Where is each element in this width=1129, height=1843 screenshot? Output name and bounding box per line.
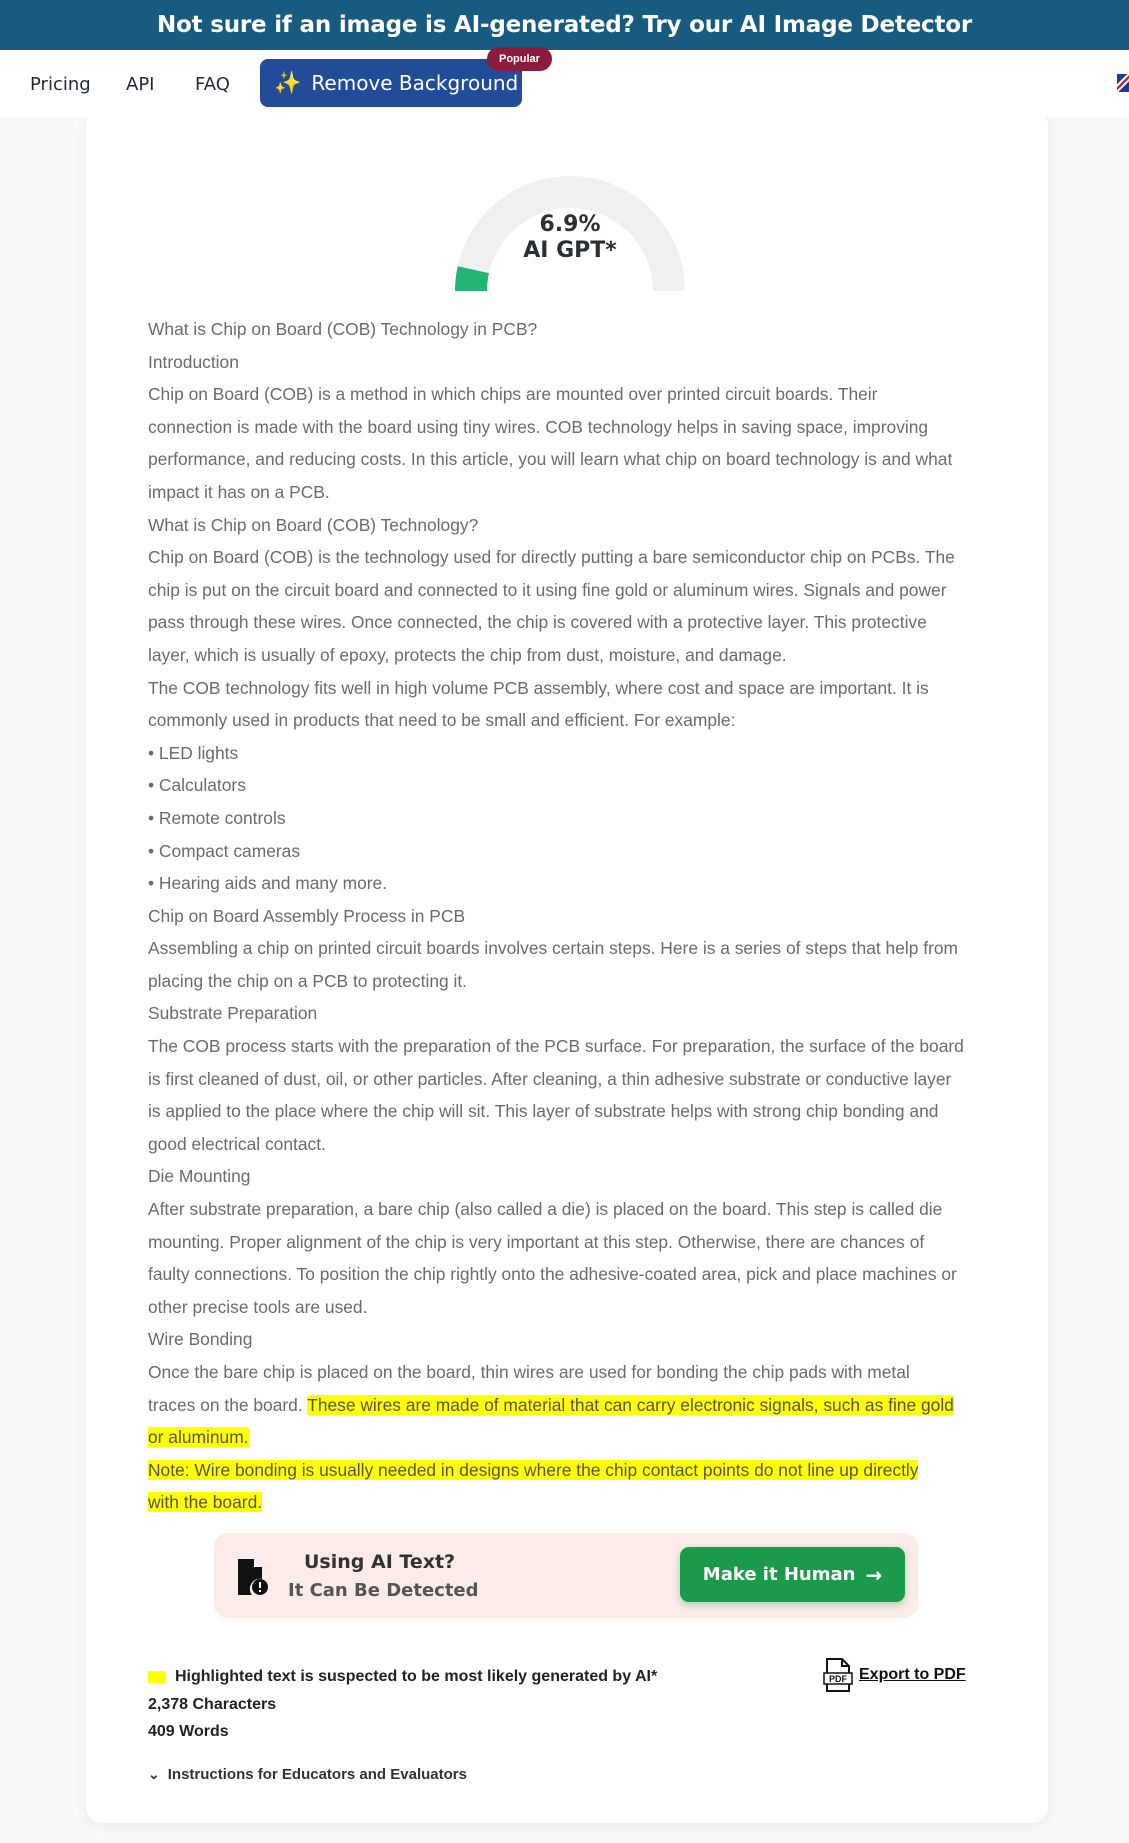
text-line: Chip on Board Assembly Process in PCB: [148, 905, 466, 926]
highlighted-ai-segment: or aluminum.: [148, 1427, 249, 1448]
text-line: commonly used in products that need to be small and efficient. For example:: [148, 710, 736, 731]
instructions-label: Instructions for Educators and Evaluators: [167, 1766, 467, 1783]
text-line: Chip on Board (COB) is the technology used for directly putting a bare semiconductor chip on PCBs. The: [148, 547, 955, 568]
instructions-toggle[interactable]: [148, 1766, 467, 1783]
text-line: good electrical contact.: [148, 1133, 326, 1154]
text-line: impact it has on a PCB.: [148, 481, 330, 502]
text-plain-segment: traces on the board.: [148, 1394, 308, 1415]
highlighted-ai-segment: These wires are made of material that can carry electronic signals, such as fine gold: [307, 1394, 954, 1415]
promo-banner-text[interactable]: Not sure if an image is AI-generated? Try our AI Image Detector: [156, 12, 973, 38]
remove-background-label: Remove Background: [311, 71, 519, 95]
text-line: • LED lights: [148, 742, 239, 763]
text-line: The COB technology fits well in high volume PCB assembly, where cost and space are important. It is: [148, 677, 929, 698]
highlight-legend-text: Highlighted text is suspected to be most likely generated by AI*: [175, 1668, 658, 1685]
popular-badge: Popular: [487, 47, 552, 71]
character-count: 2,378 Characters: [148, 1696, 277, 1713]
text-line: [148, 1421, 984, 1454]
text-line: is first cleaned of dust, oil, or other particles. After cleaning, a thin adhesive substrate or conductive layer: [148, 1068, 952, 1089]
text-line: • Hearing aids and many more.: [148, 873, 388, 894]
text-line: connection is made with the board using tiny wires. COB technology helps in saving space, improving: [148, 416, 929, 437]
text-line: chip is put on the circuit board and connected to it using fine gold or aluminum wires. Signals and power: [148, 579, 947, 600]
text-line: layer, which is usually of epoxy, protects the chip from dust, moisture, and damage.: [148, 644, 787, 665]
text-line: • Calculators: [148, 775, 246, 796]
uk-flag-icon[interactable]: [1117, 74, 1129, 92]
analyzed-text: [148, 313, 984, 1519]
highlighted-ai-segment: Note: Wire bonding is usually needed in designs where the chip contact points do not line up directly: [148, 1459, 919, 1480]
text-line: Substrate Preparation: [148, 1003, 318, 1024]
word-count: 409 Words: [148, 1723, 229, 1740]
text-line: After substrate preparation, a bare chip (also called a die) is placed on the board. This step is called die: [148, 1199, 943, 1220]
sparkle-icon: ✨: [274, 70, 302, 96]
text-line: The COB process starts with the preparation of the PCB surface. For preparation, the surface of the board: [148, 1036, 964, 1057]
text-line: [148, 1486, 984, 1519]
text-line: is applied to the place where the chip will sit. This layer of substrate helps with strong chip bonding and: [148, 1101, 939, 1122]
text-line: Chip on Board (COB) is a method in which chips are mounted over printed circuit boards. Their: [148, 384, 878, 405]
chevron-down-icon: ⌄: [148, 1766, 160, 1782]
result-card: [86, 110, 1048, 1823]
text-line: Wire Bonding: [148, 1329, 253, 1350]
text-line: Assembling a chip on printed circuit boards involves certain steps. Here is a series of steps that help from: [148, 938, 959, 959]
nav-api[interactable]: API: [126, 74, 155, 95]
arrow-right-icon: →: [865, 1562, 883, 1587]
remove-background-button[interactable]: [260, 59, 522, 107]
text-line: [148, 1389, 984, 1422]
ai-text-cta: [214, 1533, 918, 1618]
text-line: pass through these wires. Once connected, the chip is covered with a protective layer. This protective: [148, 612, 927, 633]
make-it-human-label: Make it Human: [702, 1564, 856, 1585]
ai-score-label: AI GPT*: [523, 238, 617, 263]
text-line: [148, 1454, 984, 1487]
highlight-swatch: [148, 1671, 165, 1683]
nav-pricing[interactable]: Pricing: [30, 74, 91, 95]
text-line: • Remote controls: [148, 807, 286, 828]
cta-title: Using AI Text?: [304, 1551, 456, 1573]
text-line: What is Chip on Board (COB) Technology in PCB?: [148, 319, 538, 339]
text-line: Introduction: [148, 351, 239, 372]
text-line: What is Chip on Board (COB) Technology?: [148, 514, 479, 535]
text-line: performance, and reducing costs. In this article, you will learn what chip on board technology is and what: [148, 449, 953, 470]
text-line: other precise tools are used.: [148, 1296, 368, 1317]
highlighted-ai-segment: with the board.: [148, 1492, 263, 1513]
make-it-human-button[interactable]: [680, 1547, 905, 1602]
gauge-fill: [471, 270, 473, 291]
export-pdf-button[interactable]: [823, 1658, 966, 1692]
text-line: placing the chip on a PCB to protecting it.: [148, 970, 468, 991]
text-line: Die Mounting: [148, 1166, 251, 1187]
text-line: faulty connections. To position the chip rightly onto the adhesive-coated area, pick and place machines or: [148, 1264, 957, 1285]
cta-subtitle: It Can Be Detected: [288, 1580, 479, 1601]
document-alert-icon: [232, 1557, 272, 1597]
promo-banner[interactable]: [0, 0, 1129, 50]
export-pdf-label: Export to PDF: [859, 1666, 966, 1683]
text-line: mounting. Proper alignment of the chip is very important at this step. Otherwise, there are chances of: [148, 1231, 925, 1252]
svg-text:PDF: PDF: [829, 1674, 847, 1684]
text-line: • Compact cameras: [148, 840, 301, 861]
ai-score-percent: 6.9%: [539, 212, 601, 237]
highlight-legend: [148, 1668, 657, 1686]
text-line: Once the bare chip is placed on the board, thin wires are used for bonding the chip pads with metal: [148, 1362, 910, 1382]
nav-faq[interactable]: FAQ: [195, 74, 230, 95]
pdf-icon: [823, 1658, 853, 1692]
top-nav: [0, 50, 1129, 117]
